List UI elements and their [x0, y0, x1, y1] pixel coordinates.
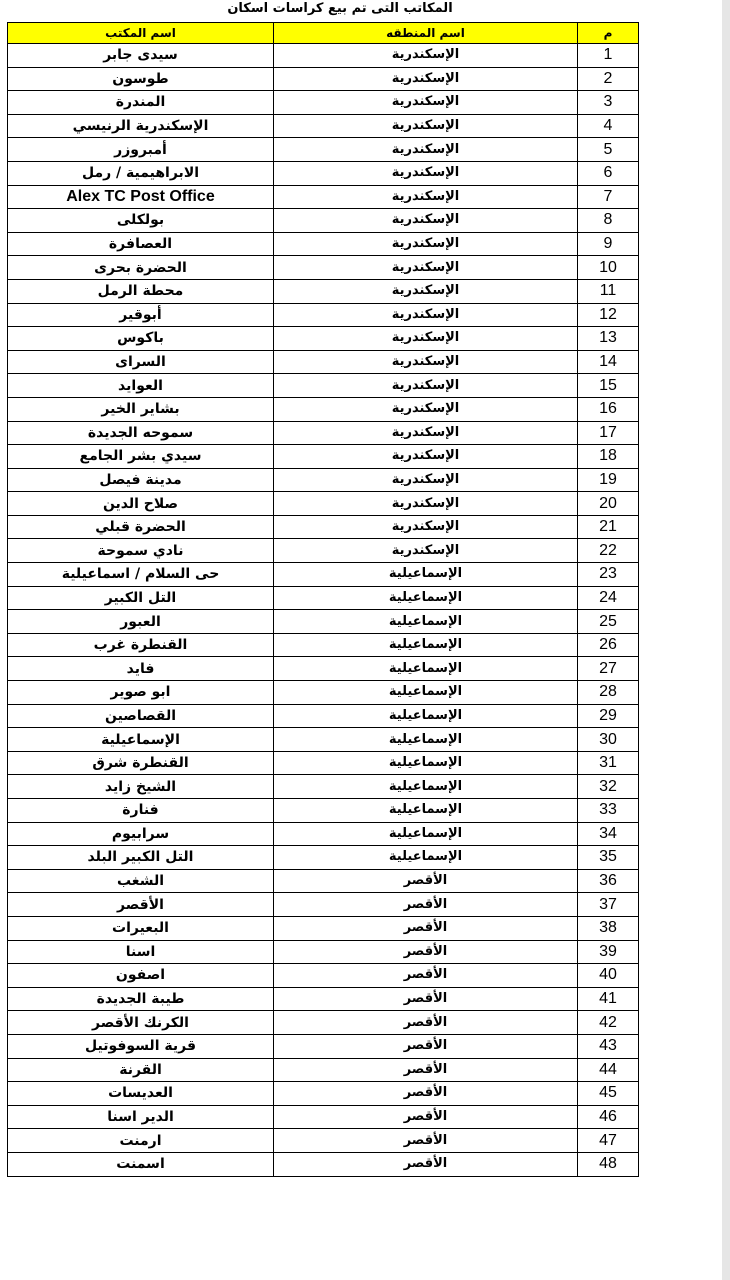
- row-number-cell: 45: [578, 1082, 639, 1106]
- region-name-cell: الإسكندرية: [274, 44, 578, 68]
- office-name-cell: الشيخ زايد: [8, 775, 274, 799]
- office-name-cell: الدير اسنا: [8, 1105, 274, 1129]
- table-row: [8, 799, 639, 823]
- office-name-cell: الإسكندرية الرنيسي: [8, 114, 274, 138]
- row-number-cell: 22: [578, 539, 639, 563]
- row-number-cell: 27: [578, 657, 639, 681]
- table-row: [8, 586, 639, 610]
- table-row: [8, 1105, 639, 1129]
- row-number-cell: 38: [578, 916, 639, 940]
- region-name-cell: الإسكندرية: [274, 397, 578, 421]
- table-row: [8, 279, 639, 303]
- row-number-cell: 34: [578, 822, 639, 846]
- region-name-cell: الأقصر: [274, 893, 578, 917]
- row-number-cell: 42: [578, 1011, 639, 1035]
- region-name-cell: الإسكندرية: [274, 350, 578, 374]
- region-name-cell: الإسكندرية: [274, 374, 578, 398]
- row-number-cell: 14: [578, 350, 639, 374]
- office-name-cell: فنارة: [8, 799, 274, 823]
- table-row: [8, 421, 639, 445]
- office-name-cell: قرية السوفوتيل: [8, 1034, 274, 1058]
- row-number-cell: 46: [578, 1105, 639, 1129]
- table-row: [8, 633, 639, 657]
- region-name-cell: الأقصر: [274, 1058, 578, 1082]
- office-name-cell: السراى: [8, 350, 274, 374]
- table-row: [8, 940, 639, 964]
- row-number-cell: 8: [578, 209, 639, 233]
- region-name-cell: الإسماعيلية: [274, 775, 578, 799]
- row-number-cell: 12: [578, 303, 639, 327]
- row-number-cell: 18: [578, 445, 639, 469]
- row-number-cell: 43: [578, 1034, 639, 1058]
- table-row: [8, 161, 639, 185]
- table-row: [8, 728, 639, 752]
- region-name-cell: الإسكندرية: [274, 515, 578, 539]
- office-name-cell: العصافرة: [8, 232, 274, 256]
- table-row: [8, 775, 639, 799]
- row-number-cell: 40: [578, 964, 639, 988]
- region-name-cell: الإسكندرية: [274, 161, 578, 185]
- office-name-cell: أبوقير: [8, 303, 274, 327]
- row-number-cell: 16: [578, 397, 639, 421]
- office-name-cell: القنطرة غرب: [8, 633, 274, 657]
- region-name-cell: الإسكندرية: [274, 421, 578, 445]
- table-header-row: [8, 23, 639, 44]
- office-name-cell: مدينة فيصل: [8, 468, 274, 492]
- table-row: [8, 563, 639, 587]
- office-name-cell: العبور: [8, 610, 274, 634]
- region-name-cell: الإسماعيلية: [274, 563, 578, 587]
- region-name-cell: الأقصر: [274, 940, 578, 964]
- table-row: [8, 327, 639, 351]
- table-row: [8, 1082, 639, 1106]
- region-name-cell: الإسكندرية: [274, 303, 578, 327]
- row-number-cell: 25: [578, 610, 639, 634]
- header-row-number: م: [578, 23, 639, 44]
- office-name-cell: باكوس: [8, 327, 274, 351]
- region-name-cell: الإسكندرية: [274, 492, 578, 516]
- table-row: [8, 91, 639, 115]
- region-name-cell: الأقصر: [274, 916, 578, 940]
- table-row: [8, 397, 639, 421]
- region-name-cell: الإسماعيلية: [274, 681, 578, 705]
- table-row: [8, 704, 639, 728]
- table-row: [8, 492, 639, 516]
- table-row: [8, 987, 639, 1011]
- row-number-cell: 5: [578, 138, 639, 162]
- table-row: [8, 44, 639, 68]
- table-row: [8, 209, 639, 233]
- row-number-cell: 6: [578, 161, 639, 185]
- office-name-cell: الأقصر: [8, 893, 274, 917]
- region-name-cell: الأقصر: [274, 1129, 578, 1153]
- row-number-cell: 9: [578, 232, 639, 256]
- row-number-cell: 29: [578, 704, 639, 728]
- table-row: [8, 256, 639, 280]
- row-number-cell: 28: [578, 681, 639, 705]
- table-row: [8, 893, 639, 917]
- row-number-cell: 21: [578, 515, 639, 539]
- table-row: [8, 1058, 639, 1082]
- row-number-cell: 20: [578, 492, 639, 516]
- region-name-cell: الإسماعيلية: [274, 610, 578, 634]
- page-title: المكاتب التى تم بيع كراسات اسكان: [227, 1, 453, 16]
- header-region-name: اسم المنطقه: [274, 23, 578, 44]
- table-row: [8, 468, 639, 492]
- region-name-cell: الأقصر: [274, 1105, 578, 1129]
- row-number-cell: 10: [578, 256, 639, 280]
- region-name-cell: الإسكندرية: [274, 327, 578, 351]
- region-name-cell: الأقصر: [274, 1082, 578, 1106]
- region-name-cell: الإسماعيلية: [274, 704, 578, 728]
- table-row: [8, 185, 639, 209]
- row-number-cell: 39: [578, 940, 639, 964]
- table-row: [8, 1011, 639, 1035]
- table-row: [8, 138, 639, 162]
- office-name-cell: سموحه الجديدة: [8, 421, 274, 445]
- row-number-cell: 23: [578, 563, 639, 587]
- office-name-cell: المندرة: [8, 91, 274, 115]
- region-name-cell: الأقصر: [274, 964, 578, 988]
- table-body: [8, 44, 639, 1177]
- table-row: [8, 303, 639, 327]
- table-row: [8, 869, 639, 893]
- office-name-cell: سيدى جابر: [8, 44, 274, 68]
- office-name-cell: أمبروزر: [8, 138, 274, 162]
- table-row: [8, 445, 639, 469]
- region-name-cell: الأقصر: [274, 869, 578, 893]
- region-name-cell: الأقصر: [274, 1034, 578, 1058]
- region-name-cell: الإسكندرية: [274, 256, 578, 280]
- office-name-cell: اسمنت: [8, 1152, 274, 1176]
- table-row: [8, 916, 639, 940]
- table-row: [8, 515, 639, 539]
- region-name-cell: الإسماعيلية: [274, 728, 578, 752]
- table-row: [8, 681, 639, 705]
- row-number-cell: 7: [578, 185, 639, 209]
- office-name-cell: بولكلى: [8, 209, 274, 233]
- row-number-cell: 19: [578, 468, 639, 492]
- region-name-cell: الإسماعيلية: [274, 586, 578, 610]
- row-number-cell: 26: [578, 633, 639, 657]
- region-name-cell: الإسكندرية: [274, 468, 578, 492]
- office-name-cell: الابراهيمية / رمل: [8, 161, 274, 185]
- office-name-cell: محطة الرمل: [8, 279, 274, 303]
- table-row: [8, 114, 639, 138]
- row-number-cell: 1: [578, 44, 639, 68]
- header-office-name: اسم المكتب: [8, 23, 274, 44]
- table-row: [8, 67, 639, 91]
- office-name-cell: اسنا: [8, 940, 274, 964]
- row-number-cell: 41: [578, 987, 639, 1011]
- office-name-cell: الشغب: [8, 869, 274, 893]
- office-name-cell: صلاح الدين: [8, 492, 274, 516]
- table-row: [8, 1034, 639, 1058]
- row-number-cell: 13: [578, 327, 639, 351]
- office-name-cell: ابو صوير: [8, 681, 274, 705]
- region-name-cell: الإسكندرية: [274, 91, 578, 115]
- row-number-cell: 4: [578, 114, 639, 138]
- office-name-cell: التل الكبير البلد: [8, 846, 274, 870]
- table-row: [8, 822, 639, 846]
- region-name-cell: الأقصر: [274, 987, 578, 1011]
- row-number-cell: 15: [578, 374, 639, 398]
- office-name-cell: طوسون: [8, 67, 274, 91]
- table-row: [8, 1129, 639, 1153]
- row-number-cell: 30: [578, 728, 639, 752]
- region-name-cell: الأقصر: [274, 1011, 578, 1035]
- row-number-cell: 17: [578, 421, 639, 445]
- office-name-cell: سرابيوم: [8, 822, 274, 846]
- office-name-cell: سيدي بشر الجامع: [8, 445, 274, 469]
- row-number-cell: 47: [578, 1129, 639, 1153]
- region-name-cell: الإسماعيلية: [274, 822, 578, 846]
- table-row: [8, 539, 639, 563]
- offices-table: [7, 22, 639, 1177]
- region-name-cell: الإسكندرية: [274, 232, 578, 256]
- office-name-cell: الحضرة قبلي: [8, 515, 274, 539]
- row-number-cell: 35: [578, 846, 639, 870]
- page-edge: [722, 0, 730, 1280]
- table-row: [8, 751, 639, 775]
- table-row: [8, 964, 639, 988]
- office-name-cell: الإسماعيلية: [8, 728, 274, 752]
- table-row: [8, 374, 639, 398]
- office-name-cell: نادي سموحة: [8, 539, 274, 563]
- office-name-cell: طيبة الجديدة: [8, 987, 274, 1011]
- region-name-cell: الإسماعيلية: [274, 657, 578, 681]
- office-name-cell: بشاير الخير: [8, 397, 274, 421]
- region-name-cell: الإسماعيلية: [274, 846, 578, 870]
- office-name-cell: القنطرة شرق: [8, 751, 274, 775]
- office-name-cell: الحضرة بحرى: [8, 256, 274, 280]
- table-row: [8, 1152, 639, 1176]
- office-name-cell: حى السلام / اسماعيلية: [8, 563, 274, 587]
- region-name-cell: الأقصر: [274, 1152, 578, 1176]
- row-number-cell: 24: [578, 586, 639, 610]
- row-number-cell: 33: [578, 799, 639, 823]
- row-number-cell: 2: [578, 67, 639, 91]
- row-number-cell: 32: [578, 775, 639, 799]
- office-name-cell: فايد: [8, 657, 274, 681]
- row-number-cell: 31: [578, 751, 639, 775]
- row-number-cell: 36: [578, 869, 639, 893]
- row-number-cell: 11: [578, 279, 639, 303]
- region-name-cell: الإسماعيلية: [274, 633, 578, 657]
- row-number-cell: 44: [578, 1058, 639, 1082]
- office-name-cell: القرنة: [8, 1058, 274, 1082]
- office-name-cell: العديسات: [8, 1082, 274, 1106]
- row-number-cell: 48: [578, 1152, 639, 1176]
- region-name-cell: الإسكندرية: [274, 279, 578, 303]
- office-name-cell: الكرنك الأقصر: [8, 1011, 274, 1035]
- table-row: [8, 846, 639, 870]
- region-name-cell: الإسكندرية: [274, 185, 578, 209]
- row-number-cell: 37: [578, 893, 639, 917]
- office-name-cell: اصفون: [8, 964, 274, 988]
- office-name-cell: البعيرات: [8, 916, 274, 940]
- region-name-cell: الإسكندرية: [274, 445, 578, 469]
- office-name-cell: العوايد: [8, 374, 274, 398]
- row-number-cell: 3: [578, 91, 639, 115]
- table-row: [8, 610, 639, 634]
- office-name-cell: ارمنت: [8, 1129, 274, 1153]
- region-name-cell: الإسكندرية: [274, 114, 578, 138]
- region-name-cell: الإسكندرية: [274, 67, 578, 91]
- table-row: [8, 657, 639, 681]
- region-name-cell: الإسماعيلية: [274, 799, 578, 823]
- region-name-cell: الإسكندرية: [274, 209, 578, 233]
- table-row: [8, 232, 639, 256]
- table-row: [8, 350, 639, 374]
- office-name-cell: القصاصين: [8, 704, 274, 728]
- office-name-cell: التل الكبير: [8, 586, 274, 610]
- region-name-cell: الإسماعيلية: [274, 751, 578, 775]
- region-name-cell: الإسكندرية: [274, 539, 578, 563]
- office-name-cell: Alex TC Post Office: [8, 185, 274, 209]
- region-name-cell: الإسكندرية: [274, 138, 578, 162]
